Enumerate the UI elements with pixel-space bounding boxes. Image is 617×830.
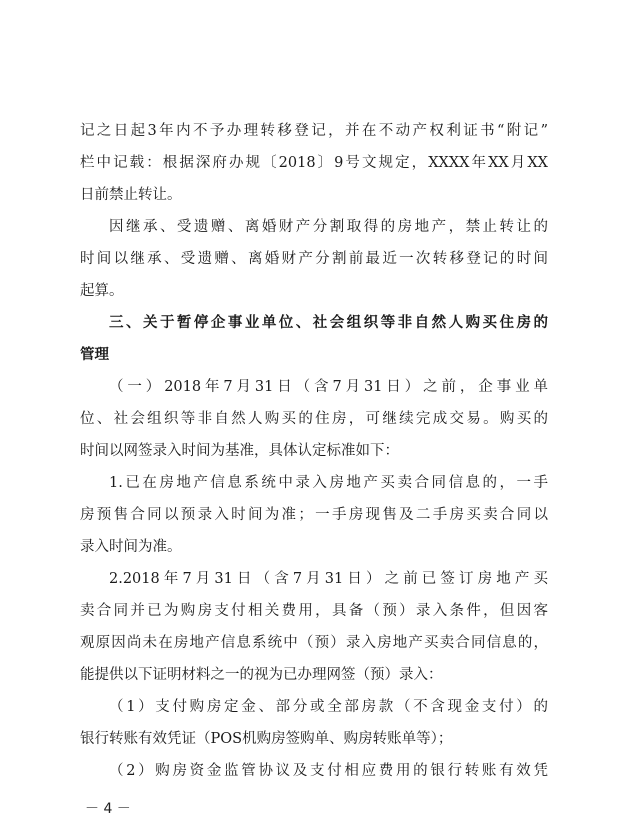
list-item: （1）支付购房定金、部分或全部房款（不含现金支付）的 (109, 699, 548, 715)
text-line: 观原因尚未在房地产信息系统中（预）录入房地产买卖合同信息的， (80, 635, 548, 651)
text-line: 栏中记载：根据深府办规〔2018〕9号文规定，XXXX年XX月XX (80, 155, 548, 171)
page-number: － 4 － (85, 801, 131, 817)
text-line: 时间以继承、受遗赠、离婚财产分割前最近一次转移登记的时间 (80, 251, 548, 267)
section-heading: 三、关于暂停企事业单位、社会组织等非自然人购买住房的 (109, 315, 548, 331)
text-line: 1.已在房地产信息系统中录入房地产买卖合同信息的，一手 (109, 475, 548, 491)
document-body (80, 118, 548, 790)
text-line: 卖合同并已为购房支付相关费用，具备（预）录入条件，但因客 (80, 603, 548, 619)
text-line: 位、社会组织等非自然人购买的住房，可继续完成交易。购买的 (80, 411, 548, 427)
list-item: （2）购房资金监管协议及支付相应费用的银行转账有效凭 (109, 763, 548, 779)
text-line: 录入时间为准。 (80, 539, 182, 555)
text-line: 时间以网签录入时间为基准，具体认定标准如下： (80, 443, 399, 459)
list-item-continued: 银行转账有效凭证（POS机购房签购单、购房转账单等）； (80, 731, 453, 747)
text-line: 日前禁止转让。 (80, 187, 182, 203)
text-line: 2.2018年7月31日（含7月31日）之前已签订房地产买 (109, 571, 548, 587)
text-line: （一）2018年7月31日（含7月31日）之前，企事业单 (109, 379, 548, 395)
text-line: 起算。 (80, 283, 124, 299)
text-line: 因继承、受遗赠、离婚财产分割取得的房地产，禁止转让的 (109, 219, 548, 235)
text-line: 房预售合同以预录入时间为准；一手房现售及二手房买卖合同以 (80, 507, 548, 523)
section-heading-continued: 管理 (80, 347, 109, 363)
text-line: 记之日起3年内不予办理转移登记，并在不动产权利证书“附记” (80, 123, 548, 139)
text-line: 能提供以下证明材料之一的视为已办理网签（预）录入： (80, 667, 443, 683)
